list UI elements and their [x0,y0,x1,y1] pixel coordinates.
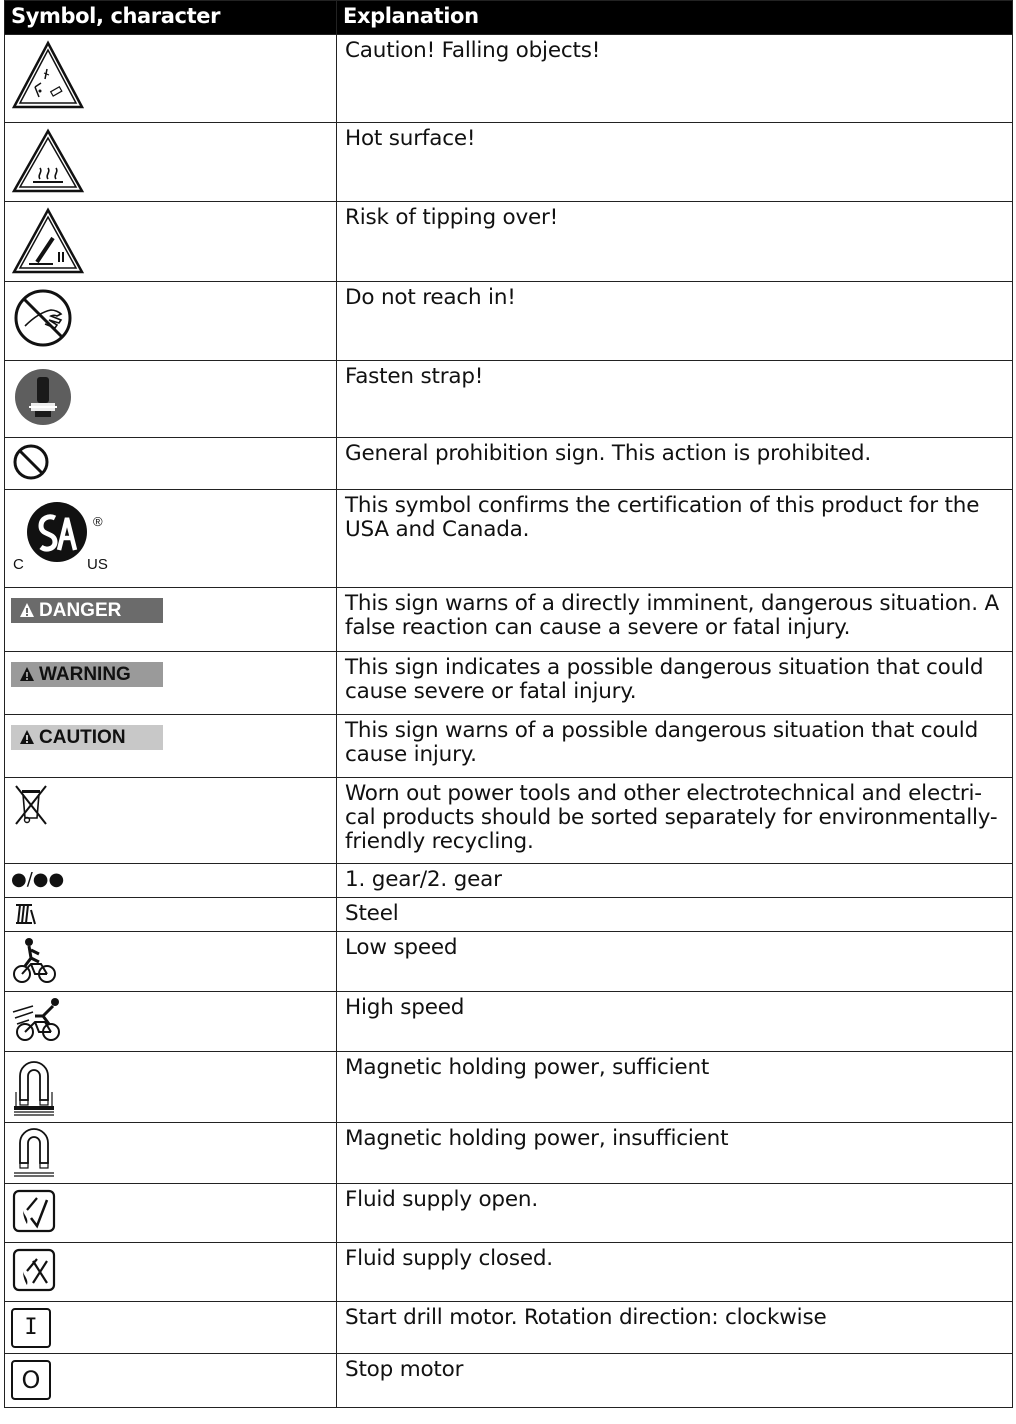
low-speed-bicycle-icon [11,936,59,986]
falling-objects-warning-icon [11,39,85,111]
warning-badge [11,662,163,687]
explanation-cell: High speed [337,992,1013,1052]
fluid-supply-closed-icon [11,1247,59,1295]
explanation-cell: This sign indicates a possible dangerous situation that could cause severe or fatal injury. [337,652,1013,715]
symbol-cell [5,588,337,652]
warning-triangle-icon [19,666,35,682]
header-explanation: Explanation [337,1,1013,35]
symbol-cell [5,361,337,438]
table-row [5,1123,1013,1184]
symbol-cell [5,282,337,361]
symbol-cell [5,1354,337,1408]
hot-surface-warning-icon [11,127,85,195]
table-row [5,715,1013,778]
table-row [5,1052,1013,1123]
crossed-out-wheelie-bin-icon [11,782,51,828]
steel-icon [11,902,37,926]
symbol-cell [5,1123,337,1184]
explanation-cell: Do not reach in! [337,282,1013,361]
stop-motor-icon [11,1360,51,1400]
gear-symbol: ●/●● [11,869,65,890]
table-row [5,652,1013,715]
symbol-cell [5,35,337,123]
symbol-cell [5,202,337,282]
symbol-cell [5,715,337,778]
explanation-cell: Low speed [337,932,1013,992]
explanation-cell: 1. gear/2. gear [337,864,1013,898]
symbol-cell [5,652,337,715]
danger-badge [11,598,163,623]
symbol-cell [5,123,337,202]
warning-triangle-icon [19,602,35,618]
header-row [5,1,1013,35]
table-row [5,361,1013,438]
explanation-cell: Magnetic holding power, sufficient [337,1052,1013,1123]
table-row [5,588,1013,652]
symbol-cell [5,864,337,898]
symbol-cell [5,490,337,588]
explanation-cell: Risk of tipping over! [337,202,1013,282]
csa-label-us: US [87,556,108,573]
caution-badge [11,725,163,750]
do-not-reach-in-icon [11,286,75,350]
table-row [5,438,1013,490]
explanation-cell: Magnetic holding power, insufficient [337,1123,1013,1184]
symbol-cell [5,898,337,932]
explanation-cell: General prohibition sign. This action is prohibited. [337,438,1013,490]
explanation-cell: This symbol confirms the certification of this product for the USA and Canada. [337,490,1013,588]
magnet-insufficient-icon [11,1127,57,1179]
explanation-cell: Fluid supply open. [337,1184,1013,1243]
fluid-supply-open-icon [11,1188,59,1236]
table-row [5,992,1013,1052]
table-row [5,282,1013,361]
prohibition-icon [11,442,51,482]
header-symbol: Symbol, character [5,1,337,35]
explanation-cell: This sign warns of a directly imminent, dangerous situation. A false reaction can cause a severe or fatal injury. [337,588,1013,652]
explanation-cell: Hot surface! [337,123,1013,202]
table-row [5,1243,1013,1302]
symbol-cell [5,438,337,490]
tipping-over-warning-icon [11,206,85,276]
symbol-cell [5,992,337,1052]
warning-triangle-icon [19,729,35,745]
symbol-cell [5,932,337,992]
explanation-cell: Start drill motor. Rotation direction: clockwise [337,1302,1013,1354]
csa-label-registered: ® [93,514,103,529]
table-row [5,1184,1013,1243]
stop-motor-label: O [21,1366,41,1394]
explanation-cell: Stop motor [337,1354,1013,1408]
explanation-cell: This sign warns of a possible dangerous situation that could cause injury. [337,715,1013,778]
explanation-cell: Worn out power tools and other electrotechnical and electri-cal products should be sorted separately for environmentally-friendly recycling. [337,778,1013,864]
warning-label: WARNING [39,664,131,685]
explanation-cell: Caution! Falling objects! [337,35,1013,123]
table-row [5,778,1013,864]
table-row [5,202,1013,282]
table-row [5,490,1013,588]
symbol-cell [5,1052,337,1123]
magnet-sufficient-icon [11,1056,57,1118]
danger-label: DANGER [39,600,122,621]
caution-label: CAUTION [39,727,126,748]
symbol-cell [5,778,337,864]
csa-label-c: C [13,556,24,573]
symbol-cell [5,1243,337,1302]
table-row [5,35,1013,123]
high-speed-bicycle-icon [11,996,65,1044]
explanation-cell: Steel [337,898,1013,932]
table-row [5,864,1013,898]
table-row [5,898,1013,932]
start-motor-icon [11,1308,51,1348]
csa-certification-icon [11,494,121,576]
symbol-cell [5,1302,337,1354]
fasten-strap-icon [11,365,75,429]
start-motor-label: I [24,1315,38,1340]
explanation-cell: Fluid supply closed. [337,1243,1013,1302]
table-row [5,123,1013,202]
symbol-table [4,0,1013,1408]
explanation-cell: Fasten strap! [337,361,1013,438]
table-row [5,1302,1013,1354]
table-row [5,1354,1013,1408]
symbol-cell [5,1184,337,1243]
table-row [5,932,1013,992]
